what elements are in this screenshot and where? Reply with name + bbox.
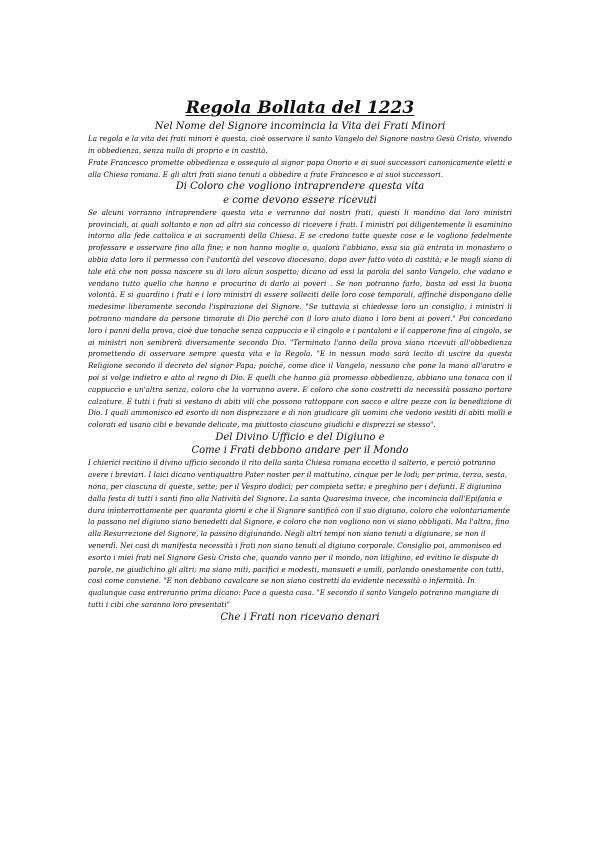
section-heading-incipit: Nel Nome del Signore incomincia la Vita dei Frati Minori <box>154 121 446 132</box>
section-heading-money: Che i Frati non ricevano denari <box>220 611 380 623</box>
section-heading-admission: Di Coloro che vogliono intraprendere questa vita <box>175 181 425 193</box>
paragraph-admission: Se alcuni vorranno intraprendere questa vita e verranno dai nostri frati, questi li mandino dai loro ministri provinciali, ai quali soltanto e non ad altri sia concesso di ricevere i frati. I ministri poi diligentemente li esaminino intorno alla fede cattolica e ai sacramenti della Chiesa. E se credono tutte queste cose e le vogliono fedelmente professare e osservare fino alla fine; e non hanno moglie o, qualora l'abbiano, essa sia già entrata in monastero o abbia dato loro il permesso con l'autorità del vescovo diocesano, dopo aver fatto voto di castità; e le mogli siano di tale età che non possa nascere su di loro alcun sospetto; dicano ad essi la parola del santo Vangelo, che vadano e vendano tutto quello che hanno e procurino di darlo ai poveri . Se non potranno farlo, basta ad essi la buona volontà. E si guardino i frati e i loro ministri di essere solleciti delle loro cose temporali, affinché dispongano delle medesime liberamente secondo l'ispirazione del Signore. "Se tuttavia si chiedesse loro un consiglio, i ministri li potranno mandare da persone timorate di Dio perché con il loro aiuto diano i loro beni ai poveri." Poi concedano loro i panni della prova, cioè due tonache senza cappuccio e il cingolo e i pantaloni e il capperone fino al cingolo, se ai ministri non sembrerà diversamente secondo Dio. "Terminato l'anno della prova siano ricevuti all'obbedienza promettendo di osservare sempre questa vita e la Regola. "E in nessun modo sarà lecito di uscire da questa Religione secondo il decreto del signor Papa; poiché, come dice il Vangelo, nessuno che pone la mano all'aratro e poi si volge indietro e atto al regno di Dio. E quelli che hanno già promesso obbedienza, abbiano una tonaca con il cappuccio e un'altra senza, coloro che la vorranno avere. E coloro che sono costretti da necessità possano portare calzature. E tutti i frati si vestano di abiti vili che possono rattoppare con sacco e altre pezze con la benedizione di Dio. I quali ammonisco ed esorto di non disprezzare e di non giudicare gli uomini che vedono vestiti di abiti molli e colorati ed usano cibi e bevande delicate, ma piuttosto ciascuno giudichi e disprezzi se stesso". <box>88 207 512 430</box>
paragraph-office-fasting: I chierici recitino il divino ufficio secondo il rito della santa Chiesa romana eccetto il salterio, e perciò potranno avere i breviari. I laici dicano ventiquattro Pater noster per il mattutino, cinque per le lodi; per prima, terza, sesta, nona, per ciascuna di queste, sette; per il Vespro dodici; per compieta sette; e preghino per i defunti. E digiunino dalla festa di tutti i santi fino alla Natività del Signore. La santa Quaresima invece, che incomincia dall'Epifania e dura ininterrottamente per quaranta giorni e che il Signore santificò con il suo digiuno, coloro che volontariamente la passano nel digiuno siano benedetti dal Signore, e coloro che non vogliono non vi siano obbligati. Ma l'altra, fino alla Resurrezione del Signore, la passino digiunando. Negli altri tempi non siano tenuti a digiunare, se non il venerdì. Nei casi di manifesta necessità i frati non siano tenuti al digiuno corporale. Consiglio poi, ammonisco ed esorto i miei frati nel Signore Gesù Cristo che, quando vanno per il mondo, non litighino, ed evitino le dispute di parole, ne giudichino gli altri; ma siano miti, pacifici e modesti, mansueti e umili, parlando onestamente con tutti, così come conviene. "E non debbano cavalcare se non siano costretti da evidente necessità o infermità. In qualunque casa entreranno prima dicano: Pace a questa casa. "E secondo il santo Vangelo potranno mangiare di tutti i cibi che saranno loro presentati" <box>88 458 510 609</box>
section-heading-admission-line2: e come devono essere ricevuti <box>223 194 377 206</box>
document-title: Regola Bollata del 1223 <box>185 98 415 118</box>
section-heading-office-fasting-line2: Come i Frati debbono andare per il Mondo <box>191 445 409 457</box>
section-heading-office-fasting: Del Divino Ufficio e del Digiuno e <box>215 431 385 443</box>
paragraph-rule-and-life: La regola e la vita dei frati minori è questa, cioè osservare il santo Vangelo del Signore nostro Gesù Cristo, vivendo in obbedienza, senza nulla di proprio e in castità. <box>88 134 512 155</box>
document-body <box>88 98 512 624</box>
paragraph-obedience: Frate Francesco promette obbedienza e ossequio al signor papa Onorio e ai suoi successori canonicamente eletti e alla Chiesa romana. E gli altri frati siano tenuti a obbedire a frate Francesco e ai suoi successori. <box>88 157 512 179</box>
